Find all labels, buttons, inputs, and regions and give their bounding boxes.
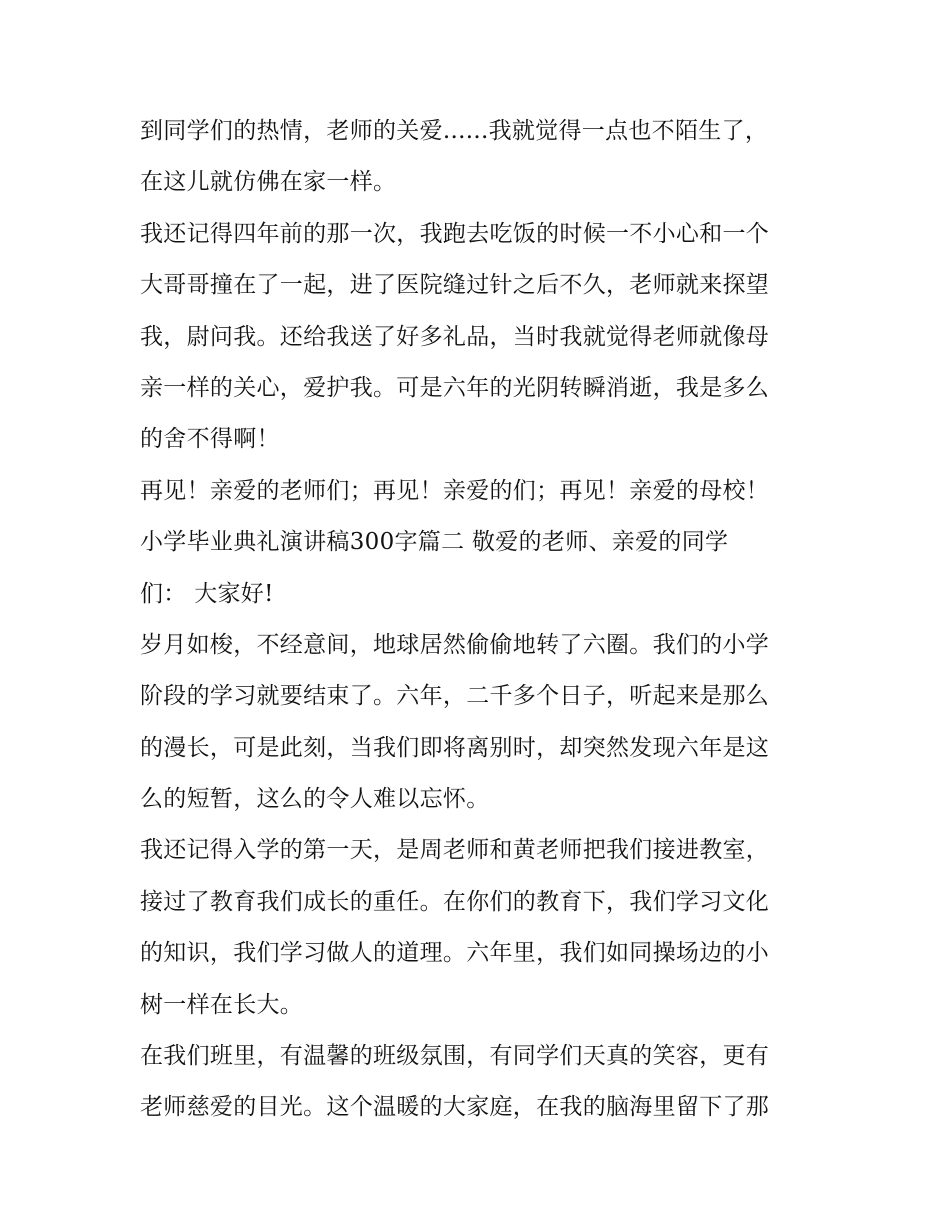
text-line: 亲一样的关心，爱护我。可是六年的光阴转瞬消逝，我是多么 <box>140 374 770 401</box>
text-line: 的舍不得啊！ <box>140 426 280 453</box>
text-line: 的知识，我们学习做人的道理。六年里，我们如同操场边的小 <box>140 940 770 967</box>
text-line: 再见！亲爱的老师们；再见！亲爱的们；再见！亲爱的母校！ <box>140 477 770 504</box>
text-line: 老师慈爱的目光。这个温暖的大家庭，在我的脑海里留下了那 <box>140 1094 770 1121</box>
speech-text-body <box>140 106 820 1134</box>
text-line: 在我们班里，有温馨的班级氛围，有同学们天真的笑容，更有 <box>140 1043 770 1070</box>
text-line: 树一样在长大。 <box>140 991 304 1018</box>
text-line: 我，尉问我。还给我送了好多礼品，当时我就觉得老师就像母 <box>140 323 770 350</box>
text-line: 岁月如梭，不经意间，地球居然偷偷地转了六圈。我们的小学 <box>140 631 770 658</box>
text-line: 我还记得四年前的那一次，我跑去吃饭的时候一不小心和一个 <box>140 220 770 247</box>
text-line: 的漫长，可是此刻，当我们即将离别时，却突然发现六年是这 <box>140 734 770 761</box>
text-line: 在这儿就仿佛在家一样。 <box>140 169 397 196</box>
text-line: 我还记得入学的第一天，是周老师和黄老师把我们接进教室， <box>140 837 770 864</box>
text-line: 到同学们的热情，老师的关爱......我就觉得一点也不陌生了， <box>140 118 769 144</box>
greeting-line: 们： 大家好! <box>140 580 274 607</box>
text-line: 接过了教育我们成长的重任。在你们的教育下，我们学习文化 <box>140 888 770 915</box>
text-line: 么的短暂，这么的令人难以忘怀。 <box>140 786 490 813</box>
text-line: 大哥哥撞在了一起，进了医院缝过针之后不久，老师就来探望 <box>140 272 770 299</box>
text-line: 阶段的学习就要结束了。六年，二千多个日子，听起来是那么 <box>140 683 770 710</box>
section-heading-line: 小学毕业典礼演讲稿300字篇二 敬爱的老师、亲爱的同学 <box>140 529 729 556</box>
